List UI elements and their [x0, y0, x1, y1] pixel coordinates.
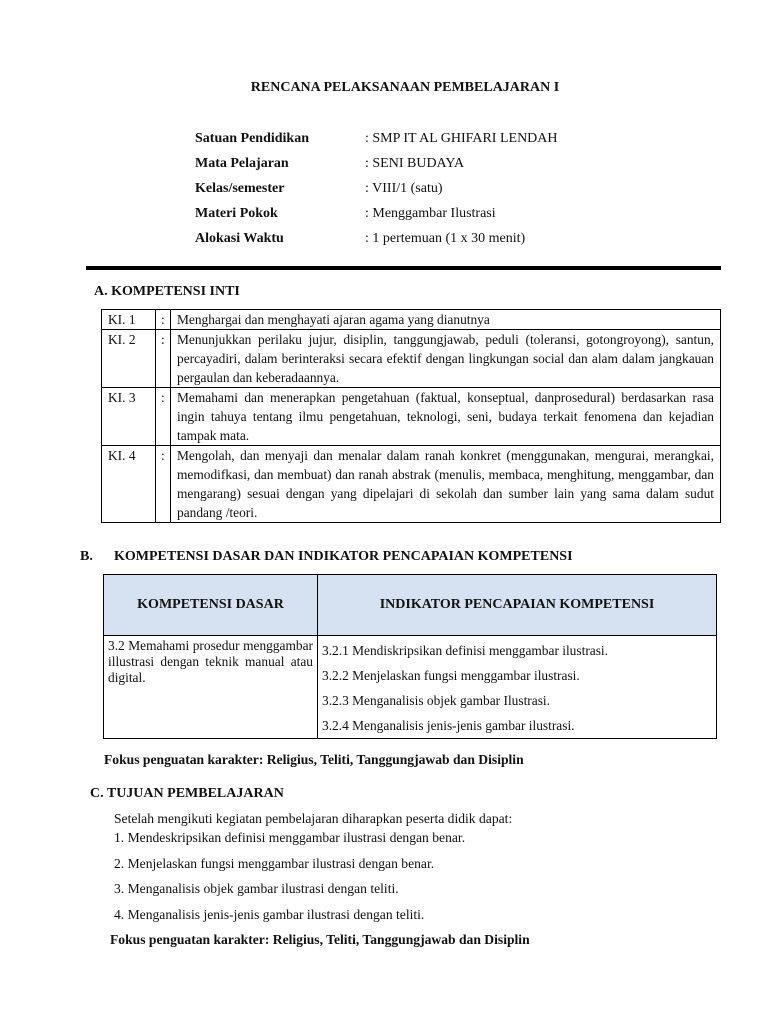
identity-label: Materi Pokok: [195, 206, 278, 221]
focus-karakter-b: Fokus penguatan karakter: Religius, Teliti, Tanggungjawab dan Disiplin: [104, 752, 524, 767]
kompetensi-inti-table: [101, 309, 721, 523]
kompetensi-dasar-table: [103, 574, 717, 739]
page-title: RENCANA PELAKSANAAN PEMBELAJARAN I: [250, 80, 560, 95]
ki-colon: :: [156, 446, 171, 523]
ki-colon: :: [156, 330, 171, 388]
divider-rule: [86, 266, 721, 270]
identity-value: : VIII/1 (satu): [365, 181, 443, 196]
identity-row-satuan: [195, 130, 635, 155]
focus-karakter-c: Fokus penguatan karakter: Religius, Teliti, Tanggungjawab dan Disiplin: [110, 932, 530, 947]
ki-code: KI. 2: [102, 330, 156, 388]
section-b-heading: [80, 549, 573, 565]
identity-row-materi: [195, 205, 635, 230]
list-item: 1. Mendeskripsikan definisi menggambar ilustrasi dengan benar.: [114, 830, 466, 845]
section-a-heading: A. KOMPETENSI INTI: [94, 284, 240, 299]
indikator-cell: [318, 636, 717, 739]
indikator-item: 3.2.3 Menganalisis objek gambar Ilustrasi.: [322, 693, 550, 708]
ki-text: Memahami dan menerapkan pengetahuan (faktual, konseptual, danprosedural) berdasarkan rasa ingin tahuya tentang ilmu pengetahuan, teknologi, seni, budaya terkait fenomena dan kejadian tampak mata.: [171, 388, 721, 446]
section-c-heading: C. TUJUAN PEMBELAJARAN: [90, 786, 284, 801]
ki-code: KI. 4: [102, 446, 156, 523]
ki-text: Menghargai dan menghayati ajaran agama yang dianutnya: [171, 310, 721, 330]
identity-label: Mata Pelajaran: [195, 156, 289, 171]
identity-block: [195, 130, 635, 255]
identity-label: Satuan Pendidikan: [195, 131, 309, 146]
table-row: [102, 310, 721, 330]
identity-label: Kelas/semester: [195, 181, 285, 196]
identity-value: : 1 pertemuan (1 x 30 menit): [365, 231, 526, 246]
tujuan-intro: Setelah mengikuti kegiatan pembelajaran diharapkan peserta didik dapat:: [114, 811, 513, 826]
list-item: 3. Menganalisis objek gambar ilustrasi dengan teliti.: [114, 881, 399, 896]
column-header-kompetensi-dasar: KOMPETENSI DASAR: [104, 575, 318, 636]
kompetensi-dasar-cell: 3.2 Memahami prosedur menggambar illustrasi dengan teknik manual atau digital.: [104, 636, 318, 739]
list-item: 4. Menganalisis jenis-jenis gambar ilustrasi dengan teliti.: [114, 906, 425, 922]
section-b-letter: B.: [80, 549, 93, 564]
table-row: [102, 446, 721, 523]
identity-value: : SENI BUDAYA: [365, 156, 465, 171]
indikator-item: 3.2.1 Mendiskripsikan definisi menggambar ilustrasi.: [322, 643, 608, 658]
identity-value: : Menggambar Ilustrasi: [365, 206, 496, 221]
ki-colon: :: [156, 310, 171, 330]
ki-code: KI. 1: [102, 310, 156, 330]
list-item: 2. Menjelaskan fungsi menggambar ilustrasi dengan benar.: [114, 855, 435, 871]
table-row: [104, 636, 717, 739]
identity-value: : SMP IT AL GHIFARI LENDAH: [365, 131, 558, 146]
identity-label: Alokasi Waktu: [195, 231, 284, 246]
ki-text: Menunjukkan perilaku jujur, disiplin, tanggungjawab, peduli (toleransi, gotongroyong), santun, percayadiri, dalam berinteraksi secara efektif dengan lingkungan social dan alam dalam jangkauan pergaulan dan keberadaannya.: [171, 330, 721, 388]
table-header-row: [104, 575, 717, 636]
identity-row-kelas: [195, 180, 635, 205]
ki-colon: :: [156, 388, 171, 446]
identity-row-mapel: [195, 155, 635, 180]
ki-text: Mengolah, dan menyaji dan menalar dalam ranah konkret (menggunakan, mengurai, merangkai, memodifkasi, dan membuat) dan ranah abstrak (menulis, membaca, menghitung, menggambar, dan mengarang) sesuai dengan yang dipelajari di sekolah dan sumber lain yang sama dalam sudut pandang /teori.: [171, 446, 721, 523]
table-row: [102, 388, 721, 446]
ki-code: KI. 3: [102, 388, 156, 446]
section-b-title: KOMPETENSI DASAR DAN INDIKATOR PENCAPAIAN KOMPETENSI: [114, 549, 573, 564]
table-row: [102, 330, 721, 388]
column-header-indikator: INDIKATOR PENCAPAIAN KOMPETENSI: [318, 575, 717, 636]
identity-row-alokasi: [195, 230, 635, 255]
tujuan-list: [114, 829, 465, 931]
indikator-item: 3.2.2 Menjelaskan fungsi menggambar ilustrasi.: [322, 668, 580, 683]
indikator-item: 3.2.4 Menganalisis jenis-jenis gambar ilustrasi.: [322, 718, 575, 733]
